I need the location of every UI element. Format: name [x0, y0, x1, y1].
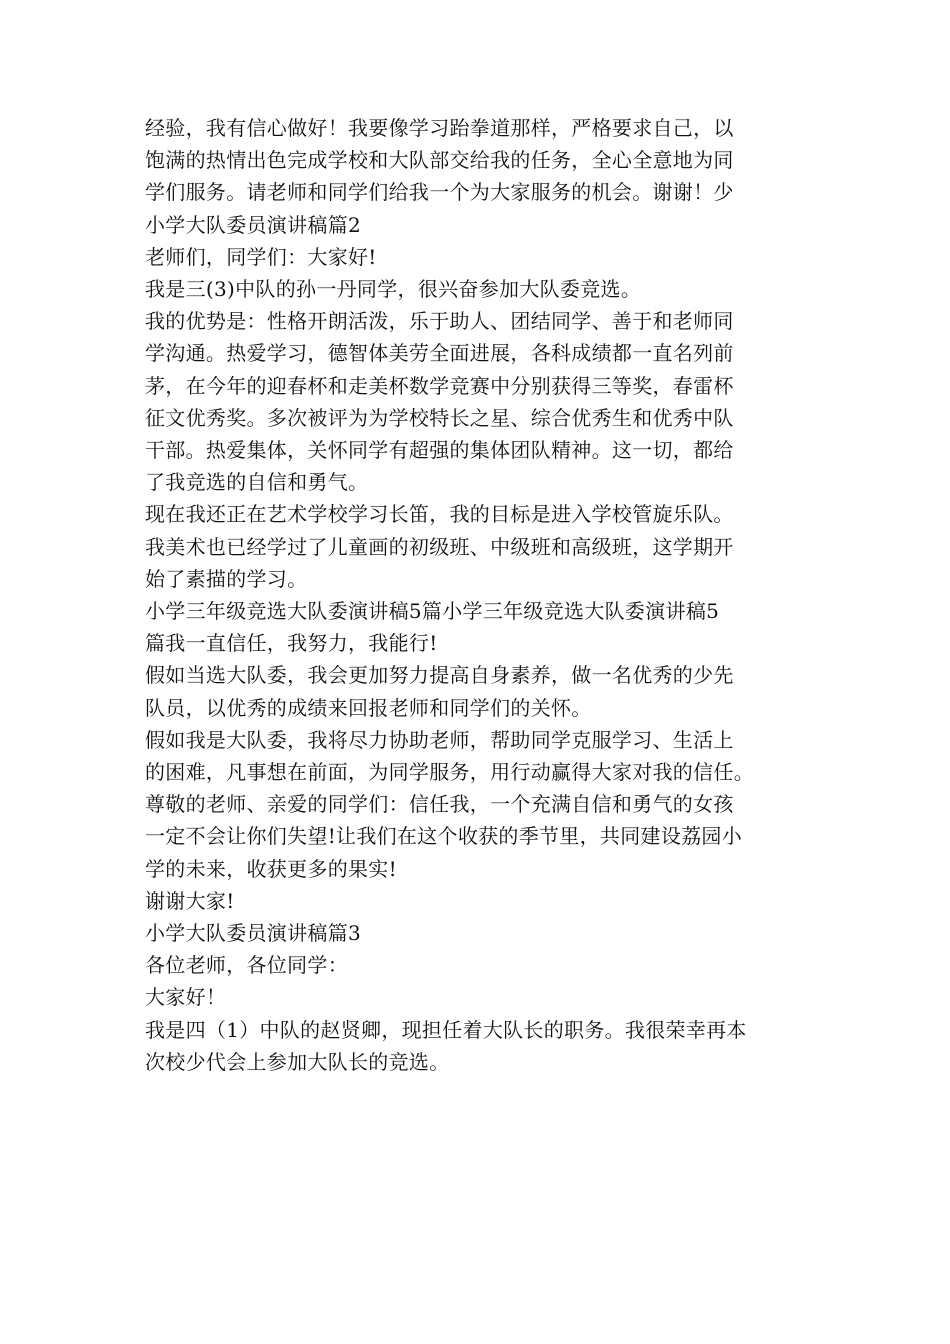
- text-line: 小学三年级竞选大队委演讲稿5篇小学三年级竞选大队委演讲稿5: [145, 599, 720, 624]
- text-line: 学们服务。请老师和同学们给我一个为大家服务的机会。谢谢！少: [145, 180, 734, 205]
- text-line: 假如当选大队委，我会更加努力提高自身素养，做一名优秀的少先: [145, 663, 734, 688]
- text-line: 现在我还正在艺术学校学习长笛，我的目标是进入学校管旋乐队。: [145, 502, 734, 527]
- text-line: 尊敬的老师、亲爱的同学们：信任我，一个充满自信和勇气的女孩: [145, 792, 734, 817]
- text-line: 饱满的热情出色完成学校和大队部交给我的任务，全心全意地为同: [145, 148, 734, 173]
- text-line: 我是三(3)中队的孙一丹同学，很兴奋参加大队委竞选。: [145, 277, 642, 302]
- text-line: 各位老师，各位同学：: [145, 953, 348, 978]
- text-line: 征文优秀奖。多次被评为为学校特长之星、综合优秀生和优秀中队: [145, 405, 734, 430]
- text-line: 学沟通。热爱学习，德智体美劳全面进展，各科成绩都一直名列前: [145, 341, 734, 366]
- text-line: 始了素描的学习。: [145, 566, 308, 591]
- text-line: 篇我一直信任，我努力，我能行!: [145, 631, 438, 656]
- text-line: 次校少代会上参加大队长的竞选。: [145, 1049, 450, 1074]
- text-line: 我是四（1）中队的赵贤卿，现担任着大队长的职务。我很荣幸再本: [145, 1017, 747, 1042]
- text-line: 茅，在今年的迎春杯和走美杯数学竞赛中分别获得三等奖，春雷杯: [145, 373, 734, 398]
- text-line: 学的未来，收获更多的果实!: [145, 856, 397, 881]
- text-line: 假如我是大队委，我将尽力协助老师，帮助同学克服学习、生活上: [145, 727, 734, 752]
- text-line: 谢谢大家!: [145, 888, 235, 913]
- text-line: 老师们，同学们：大家好!: [145, 244, 377, 269]
- section-heading: 小学大队委员演讲稿篇2: [145, 212, 362, 237]
- document-body: [145, 112, 810, 1078]
- text-line: 经验，我有信心做好！我要像学习跆拳道那样，严格要求自己，以: [145, 116, 734, 140]
- text-line: 了我竞选的自信和勇气。: [145, 470, 369, 495]
- text-line: 一定不会让你们失望!让我们在这个收获的季节里，共同建设荔园小: [145, 824, 743, 849]
- text-line: 干部。热爱集体，关怀同学有超强的集体团队精神。这一切，都给: [145, 438, 734, 463]
- text-line: 我的优势是：性格开朗活泼，乐于助人、团结同学、善于和老师同: [145, 309, 734, 334]
- text-line: 我美术也已经学过了儿童画的初级班、中级班和高级班，这学期开: [145, 534, 734, 559]
- text-line: 的困难，凡事想在前面，为同学服务，用行动赢得大家对我的信任。: [145, 760, 754, 785]
- section-heading: 小学大队委员演讲稿篇3: [145, 921, 362, 946]
- text-line: 队员，以优秀的成绩来回报老师和同学们的关怀。: [145, 695, 592, 720]
- text-line: 大家好！: [145, 985, 227, 1010]
